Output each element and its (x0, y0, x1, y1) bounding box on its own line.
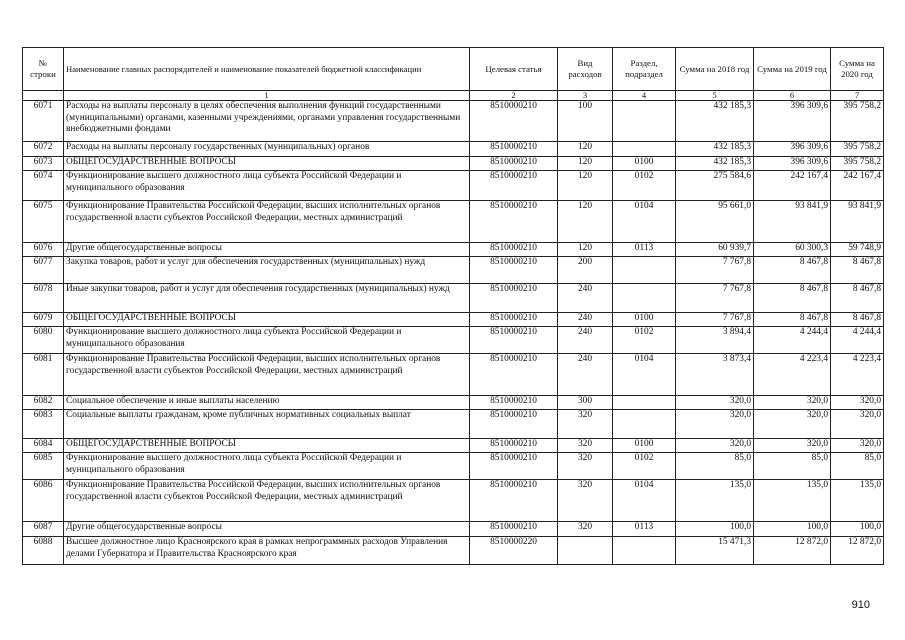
table-row (23, 257, 884, 284)
row-number-cell: 6081 (23, 354, 64, 396)
sum-2020-cell: 320,0 (831, 396, 884, 410)
section-cell (613, 142, 676, 157)
sum-2020-cell: 93 841,9 (831, 201, 884, 243)
table-body (23, 101, 884, 565)
target-article-cell: 8510000210 (470, 101, 558, 142)
target-article-cell: 8510000210 (470, 410, 558, 439)
sum-2020-cell: 395 758,2 (831, 157, 884, 171)
sum-2018-cell: 275 584,6 (676, 171, 754, 201)
row-number-cell: 6071 (23, 101, 64, 142)
row-number-cell: 6085 (23, 453, 64, 480)
sum-2020-cell: 8 467,8 (831, 284, 884, 313)
sum-2018-cell: 95 661,0 (676, 201, 754, 243)
sum-2019-cell: 93 841,9 (754, 201, 831, 243)
row-number-cell: 6079 (23, 313, 64, 327)
sum-2019-cell: 396 309,6 (754, 101, 831, 142)
sum-2019-cell: 4 223,4 (754, 354, 831, 396)
expense-type-cell: 240 (558, 284, 613, 313)
expense-type-cell: 120 (558, 243, 613, 257)
section-cell (613, 537, 676, 565)
header-section: Раздел, подраздел (613, 48, 676, 91)
table-row (23, 354, 884, 396)
section-cell: 0104 (613, 354, 676, 396)
name-cell: ОБЩЕГОСУДАРСТВЕННЫЕ ВОПРОСЫ (64, 157, 470, 171)
section-cell (613, 410, 676, 439)
header-sum-2018: Сумма на 2018 год (676, 48, 754, 91)
sum-2020-cell: 320,0 (831, 439, 884, 453)
sum-2019-cell: 396 309,6 (754, 142, 831, 157)
expense-type-cell: 120 (558, 171, 613, 201)
table-row (23, 396, 884, 410)
sum-2018-cell: 60 939,7 (676, 243, 754, 257)
name-cell: Другие общегосударственные вопросы (64, 243, 470, 257)
target-article-cell: 8510000210 (470, 257, 558, 284)
row-number-cell: 6088 (23, 537, 64, 565)
name-cell: Иные закупки товаров, работ и услуг для обеспечения государственных (муниципальных) нужд (64, 284, 470, 313)
target-article-cell: 8510000210 (470, 243, 558, 257)
row-number-cell: 6077 (23, 257, 64, 284)
table-row (23, 313, 884, 327)
page-number: 910 (851, 599, 870, 611)
name-cell: Социальные выплаты гражданам, кроме публичных нормативных социальных выплат (64, 410, 470, 439)
section-cell: 0100 (613, 313, 676, 327)
table-row (23, 453, 884, 480)
sum-2020-cell: 4 223,4 (831, 354, 884, 396)
sum-2018-cell: 3 873,4 (676, 354, 754, 396)
row-number-cell: 6086 (23, 480, 64, 522)
sum-2019-cell: 8 467,8 (754, 313, 831, 327)
expense-type-cell: 320 (558, 439, 613, 453)
name-cell: Функционирование Правительства Российской Федерации, высших исполнительных органов государственной власти субъектов Российской Федерации, местных администраций (64, 354, 470, 396)
sum-2020-cell: 242 167,4 (831, 171, 884, 201)
name-cell: Функционирование высшего должностного лица субъекта Российской Федерации и муниципального образования (64, 327, 470, 354)
sum-2018-cell: 100,0 (676, 522, 754, 537)
table-row (23, 522, 884, 537)
name-cell: Высшее должностное лицо Красноярского края в рамках непрограммных расходов Управления делами Губернатора и Правительства Красноярского края (64, 537, 470, 565)
column-number (23, 91, 64, 101)
sum-2018-cell: 432 185,3 (676, 142, 754, 157)
sum-2019-cell: 8 467,8 (754, 284, 831, 313)
sum-2018-cell: 432 185,3 (676, 101, 754, 142)
sum-2019-cell: 320,0 (754, 396, 831, 410)
row-number-cell: 6083 (23, 410, 64, 439)
sum-2019-cell: 85,0 (754, 453, 831, 480)
column-number-row (23, 91, 884, 101)
expense-type-cell (558, 537, 613, 565)
name-cell: Функционирование высшего должностного лица субъекта Российской Федерации и муниципального образования (64, 171, 470, 201)
table-row (23, 439, 884, 453)
sum-2018-cell: 3 894,4 (676, 327, 754, 354)
table-row (23, 101, 884, 142)
table-row (23, 171, 884, 201)
name-cell: Закупка товаров, работ и услуг для обеспечения государственных (муниципальных) нужд (64, 257, 470, 284)
target-article-cell: 8510000210 (470, 522, 558, 537)
expense-type-cell: 320 (558, 522, 613, 537)
budget-table (22, 47, 884, 565)
section-cell (613, 284, 676, 313)
name-cell: Расходы на выплаты персоналу государственных (муниципальных) органов (64, 142, 470, 157)
expense-type-cell: 100 (558, 101, 613, 142)
sum-2018-cell: 320,0 (676, 439, 754, 453)
expense-type-cell: 320 (558, 480, 613, 522)
sum-2020-cell: 320,0 (831, 410, 884, 439)
target-article-cell: 8510000210 (470, 284, 558, 313)
section-cell (613, 396, 676, 410)
table-row (23, 537, 884, 565)
sum-2020-cell: 12 872,0 (831, 537, 884, 565)
row-number-cell: 6080 (23, 327, 64, 354)
target-article-cell: 8510000210 (470, 171, 558, 201)
target-article-cell: 8510000210 (470, 396, 558, 410)
column-number: 4 (613, 91, 676, 101)
row-number-cell: 6075 (23, 201, 64, 243)
name-cell: Расходы на выплаты персоналу в целях обеспечения выполнения функций государственными (муниципальными) органами, казенными учреждениями, органами управления государственными внебюджетными фондами (64, 101, 470, 142)
target-article-cell: 8510000210 (470, 480, 558, 522)
sum-2018-cell: 320,0 (676, 410, 754, 439)
section-cell: 0104 (613, 480, 676, 522)
sum-2019-cell: 4 244,4 (754, 327, 831, 354)
name-cell: Функционирование Правительства Российской Федерации, высших исполнительных органов государственной власти субъектов Российской Федерации, местных администраций (64, 480, 470, 522)
sum-2020-cell: 100,0 (831, 522, 884, 537)
name-cell: Функционирование Правительства Российской Федерации, высших исполнительных органов государственной власти субъектов Российской Федерации, местных администраций (64, 201, 470, 243)
section-cell (613, 101, 676, 142)
expense-type-cell: 320 (558, 410, 613, 439)
section-cell: 0100 (613, 439, 676, 453)
row-number-cell: 6074 (23, 171, 64, 201)
section-cell: 0102 (613, 327, 676, 354)
name-cell: Функционирование высшего должностного лица субъекта Российской Федерации и муниципального образования (64, 453, 470, 480)
row-number-cell: 6084 (23, 439, 64, 453)
sum-2018-cell: 85,0 (676, 453, 754, 480)
row-number-cell: 6076 (23, 243, 64, 257)
section-cell (613, 257, 676, 284)
column-number: 3 (558, 91, 613, 101)
table-row (23, 410, 884, 439)
column-number: 2 (470, 91, 558, 101)
sum-2020-cell: 85,0 (831, 453, 884, 480)
target-article-cell: 8510000210 (470, 453, 558, 480)
table-row (23, 327, 884, 354)
section-cell: 0100 (613, 157, 676, 171)
header-target-article: Целевая статья (470, 48, 558, 91)
sum-2020-cell: 395 758,2 (831, 142, 884, 157)
sum-2019-cell: 135,0 (754, 480, 831, 522)
sum-2020-cell: 395 758,2 (831, 101, 884, 142)
sum-2018-cell: 320,0 (676, 396, 754, 410)
header-row (23, 48, 884, 91)
sum-2019-cell: 396 309,6 (754, 157, 831, 171)
sum-2019-cell: 100,0 (754, 522, 831, 537)
section-cell: 0102 (613, 171, 676, 201)
sum-2018-cell: 15 471,3 (676, 537, 754, 565)
name-cell: Социальное обеспечение и иные выплаты населению (64, 396, 470, 410)
section-cell: 0104 (613, 201, 676, 243)
header-sum-2020: Сумма на 2020 год (831, 48, 884, 91)
expense-type-cell: 120 (558, 201, 613, 243)
row-number-cell: 6078 (23, 284, 64, 313)
expense-type-cell: 240 (558, 327, 613, 354)
section-cell: 0113 (613, 522, 676, 537)
expense-type-cell: 240 (558, 354, 613, 396)
expense-type-cell: 300 (558, 396, 613, 410)
expense-type-cell: 200 (558, 257, 613, 284)
table-row (23, 284, 884, 313)
target-article-cell: 8510000210 (470, 142, 558, 157)
target-article-cell: 8510000210 (470, 201, 558, 243)
sum-2019-cell: 60 300,3 (754, 243, 831, 257)
row-number-cell: 6087 (23, 522, 64, 537)
column-number: 1 (64, 91, 470, 101)
row-number-cell: 6072 (23, 142, 64, 157)
header-name: Наименование главных распорядителей и наименование показателей бюджетной классификации (64, 48, 470, 91)
sum-2020-cell: 8 467,8 (831, 257, 884, 284)
row-number-cell: 6073 (23, 157, 64, 171)
column-number: 5 (676, 91, 754, 101)
table-row (23, 157, 884, 171)
table-row (23, 142, 884, 157)
header-row-number: № строки (23, 48, 64, 91)
target-article-cell: 8510000210 (470, 439, 558, 453)
target-article-cell: 8510000210 (470, 327, 558, 354)
sum-2018-cell: 432 185,3 (676, 157, 754, 171)
sum-2018-cell: 135,0 (676, 480, 754, 522)
row-number-cell: 6082 (23, 396, 64, 410)
target-article-cell: 8510000210 (470, 313, 558, 327)
header-sum-2019: Сумма на 2019 год (754, 48, 831, 91)
expense-type-cell: 320 (558, 453, 613, 480)
table-row (23, 201, 884, 243)
sum-2019-cell: 320,0 (754, 410, 831, 439)
sum-2019-cell: 8 467,8 (754, 257, 831, 284)
target-article-cell: 8510000220 (470, 537, 558, 565)
sum-2019-cell: 320,0 (754, 439, 831, 453)
name-cell: ОБЩЕГОСУДАРСТВЕННЫЕ ВОПРОСЫ (64, 313, 470, 327)
expense-type-cell: 120 (558, 142, 613, 157)
name-cell: Другие общегосударственные вопросы (64, 522, 470, 537)
table-row (23, 243, 884, 257)
section-cell: 0102 (613, 453, 676, 480)
column-number: 6 (754, 91, 831, 101)
sum-2020-cell: 8 467,8 (831, 313, 884, 327)
sum-2019-cell: 12 872,0 (754, 537, 831, 565)
sum-2020-cell: 4 244,4 (831, 327, 884, 354)
sum-2018-cell: 7 767,8 (676, 284, 754, 313)
section-cell: 0113 (613, 243, 676, 257)
header-expense-type: Вид расходов (558, 48, 613, 91)
sum-2019-cell: 242 167,4 (754, 171, 831, 201)
target-article-cell: 8510000210 (470, 157, 558, 171)
sum-2020-cell: 59 748,9 (831, 243, 884, 257)
column-number: 7 (831, 91, 884, 101)
table-row (23, 480, 884, 522)
target-article-cell: 8510000210 (470, 354, 558, 396)
expense-type-cell: 120 (558, 157, 613, 171)
sum-2020-cell: 135,0 (831, 480, 884, 522)
sum-2018-cell: 7 767,8 (676, 257, 754, 284)
name-cell: ОБЩЕГОСУДАРСТВЕННЫЕ ВОПРОСЫ (64, 439, 470, 453)
expense-type-cell: 240 (558, 313, 613, 327)
sum-2018-cell: 7 767,8 (676, 313, 754, 327)
